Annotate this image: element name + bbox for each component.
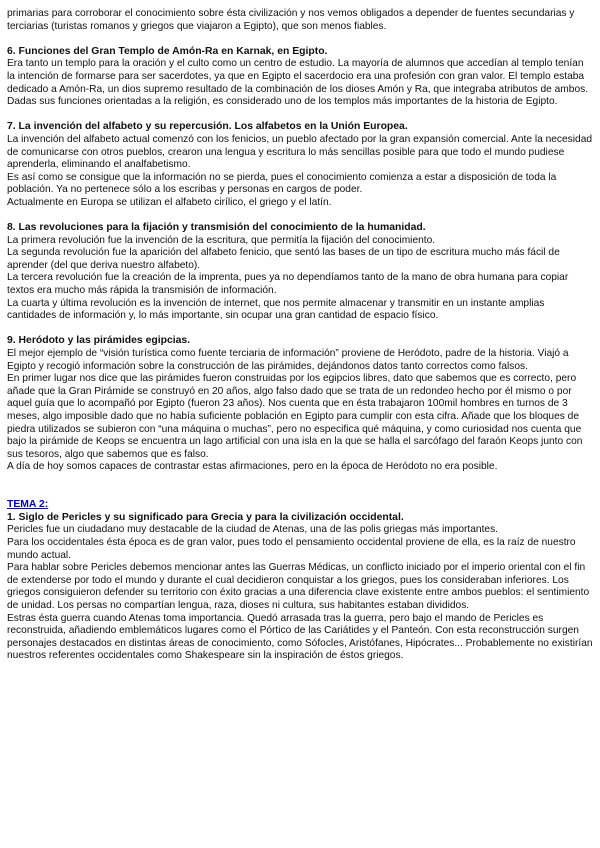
section-paragraph: En primer lugar nos dice que las pirámides fueron construidas por los egipcios libres, dato que sabemos que es correcto, pero añade que la Gran Pirámide se construyó en 20 años, algo falso dado que se trata de un redondeo hecho por él mismo o por aquel guía que lo acompañó por Egipto (fueron 23 años). Nos cuenta que en ésta trabajaron 100mil hombres en turnos de 3 meses, algo imposible dado que no había suficiente población en Egipto para cumplir con esta cifra. Añade que los bloques de piedra utilizados se subieron con “una máquina o muchas”, pero no especifica qué máquina, y como curiosidad nos cuenta que bajo la pirámide de Keops se encuentra un lago artificial con una isla en la que se halla el sarcófago del faraón Keops junto con sus tesoros, algo que sabemos que es falso. [7, 373, 583, 460]
section-paragraph: Era tanto un templo para la oración y el culto como un centro de estudio. La mayoría de alumnos que accedían al templo tenían la intención de formarse para ser sacerdotes, ya que en Egipto el sacerdocio era una profesión con gran valor. El templo estaba dedicado a Amón-Ra, un dios supremo resultado de la combinación de los dioses Amón y Ra, que integraba atributos de ambos. Dadas sus funciones orientadas a la religión, es considerado uno de los templos más importantes de la historia de Egipto. [7, 58, 589, 108]
section-heading: 7. La invención del alfabeto y su repercusión. Los alfabetos en la Unión Europea. [7, 121, 408, 133]
section-paragraph: Actualmente en Europa se utilizan el alfabeto cirílico, el griego y el latín. [7, 196, 332, 208]
tema-2-section-1-pericles [7, 512, 593, 663]
tema-2-link[interactable]: TEMA 2: [7, 499, 49, 511]
section-paragraph: A día de hoy somos capaces de contrastar estas afirmaciones, pero en la época de Heródoto no era posible. [7, 461, 498, 473]
intro-paragraph: primarias para corroborar el conocimiento sobre ésta civilización y nos vemos obligados a depender de fuentes secundarias y terciarias (turistas romanos y griegos que viajaron a Egipto), que son menos fiables. [7, 8, 575, 32]
section-7-alfabeto [7, 121, 593, 209]
intro-block [7, 8, 593, 33]
section-6-karnak [7, 46, 593, 109]
section-paragraph: La primera revolución fue la invención de la escritura, que permitía la fijación del conocimiento. [7, 234, 436, 246]
section-heading: 9. Heródoto y las pirámides egipcias. [7, 335, 191, 347]
section-paragraph: Pericles fue un ciudadano muy destacable de la ciudad de Atenas, una de las polis griegas más importantes. [7, 524, 498, 536]
section-9-herodoto [7, 335, 593, 474]
section-paragraph: Estras ésta guerra cuando Atenas toma importancia. Quedó arrasada tras la guerra, pero bajo el mando de Pericles es reconstruida, añadiendo emblemáticos lugares como el Pórtico de las Cariátides y el Panteón. Con esta reconstrucción surgen personajes destacados en distintas áreas de conocimiento, como Sófocles, Aristófanes, Hipócrates... Probablemente no existirían nuestros referentes occidentales como Shakespeare sin la inspiración de éstos griegos. [7, 612, 593, 662]
section-heading: 6. Funciones del Gran Templo de Amón-Ra en Karnak, en Egipto. [7, 45, 328, 57]
section-paragraph: Es así como se consigue que la información no se pierda, pues el conocimiento comienza a estar a disposición de toda la población. Ya no pertenece sólo a los escribas y personas en cargos de poder. [7, 171, 557, 196]
section-paragraph: La tercera revolución fue la creación de la imprenta, pues ya no dependíamos tanto de la mano de obra humana para copiar textos era mucho más rápida la transmisión de información. [7, 272, 569, 297]
section-paragraph: Para los occidentales ésta época es de gran valor, pues todo el pensamiento occidental proviene de ella, es la raíz de nuestro mundo actual. [7, 536, 576, 561]
section-heading: 1. Siglo de Pericles y su significado para Grecia y para la civilización occidental. [7, 511, 404, 523]
section-paragraph: El mejor ejemplo de “visión turística como fuente terciaria de información” proviene de Heródoto, padre de la historia. Viajó a Egipto y recogió información sobre la construcción de las pirámides, dejándonos datos tanto correctos como falsos. [7, 348, 569, 372]
section-paragraph: Para hablar sobre Pericles debemos mencionar antes las Guerras Médicas, un conflicto iniciado por el imperio oriental con el fin de extenderse por todo el mundo y durante el cual decidieron conquistar a los griegos, pues los consideraban inferiores. Los griegos consiguieron defender su territorio con éxito gracias a una diferencia clave existente entre ambos pueblos: el sentimiento de unidad. Los persas no compartían lengua, raza, dioses ni cultura, sus habitantes estaban divididos. [7, 562, 590, 611]
blank-line [7, 474, 593, 487]
section-paragraph: La cuarta y última revolución es la invención de internet, que nos permite almacenar y transmitir en un instante amplias cantidades de información y, lo más importante, sin ocupar una gran cantidad de espacio físico. [7, 297, 545, 322]
section-8-revoluciones [7, 222, 593, 323]
section-paragraph: La segunda revolución fue la aparición del alfabeto fenicio, que sentó las bases de un tipo de escritura mucho más fácil de aprender (del que deriva nuestro alfabeto). [7, 247, 560, 271]
section-heading: 8. Las revoluciones para la fijación y transmisión del conocimiento de la humanidad. [7, 222, 426, 234]
section-paragraph: La invención del alfabeto actual comenzó con los fenicios, un pueblo afectado por la gran expansión comercial. Ante la necesidad de comunicarse con otros pueblos, crearon una lengua y escritura lo más sencillas posible para que todo el mundo pudiese aprenderla, eliminando el analfabetismo. [7, 133, 593, 171]
